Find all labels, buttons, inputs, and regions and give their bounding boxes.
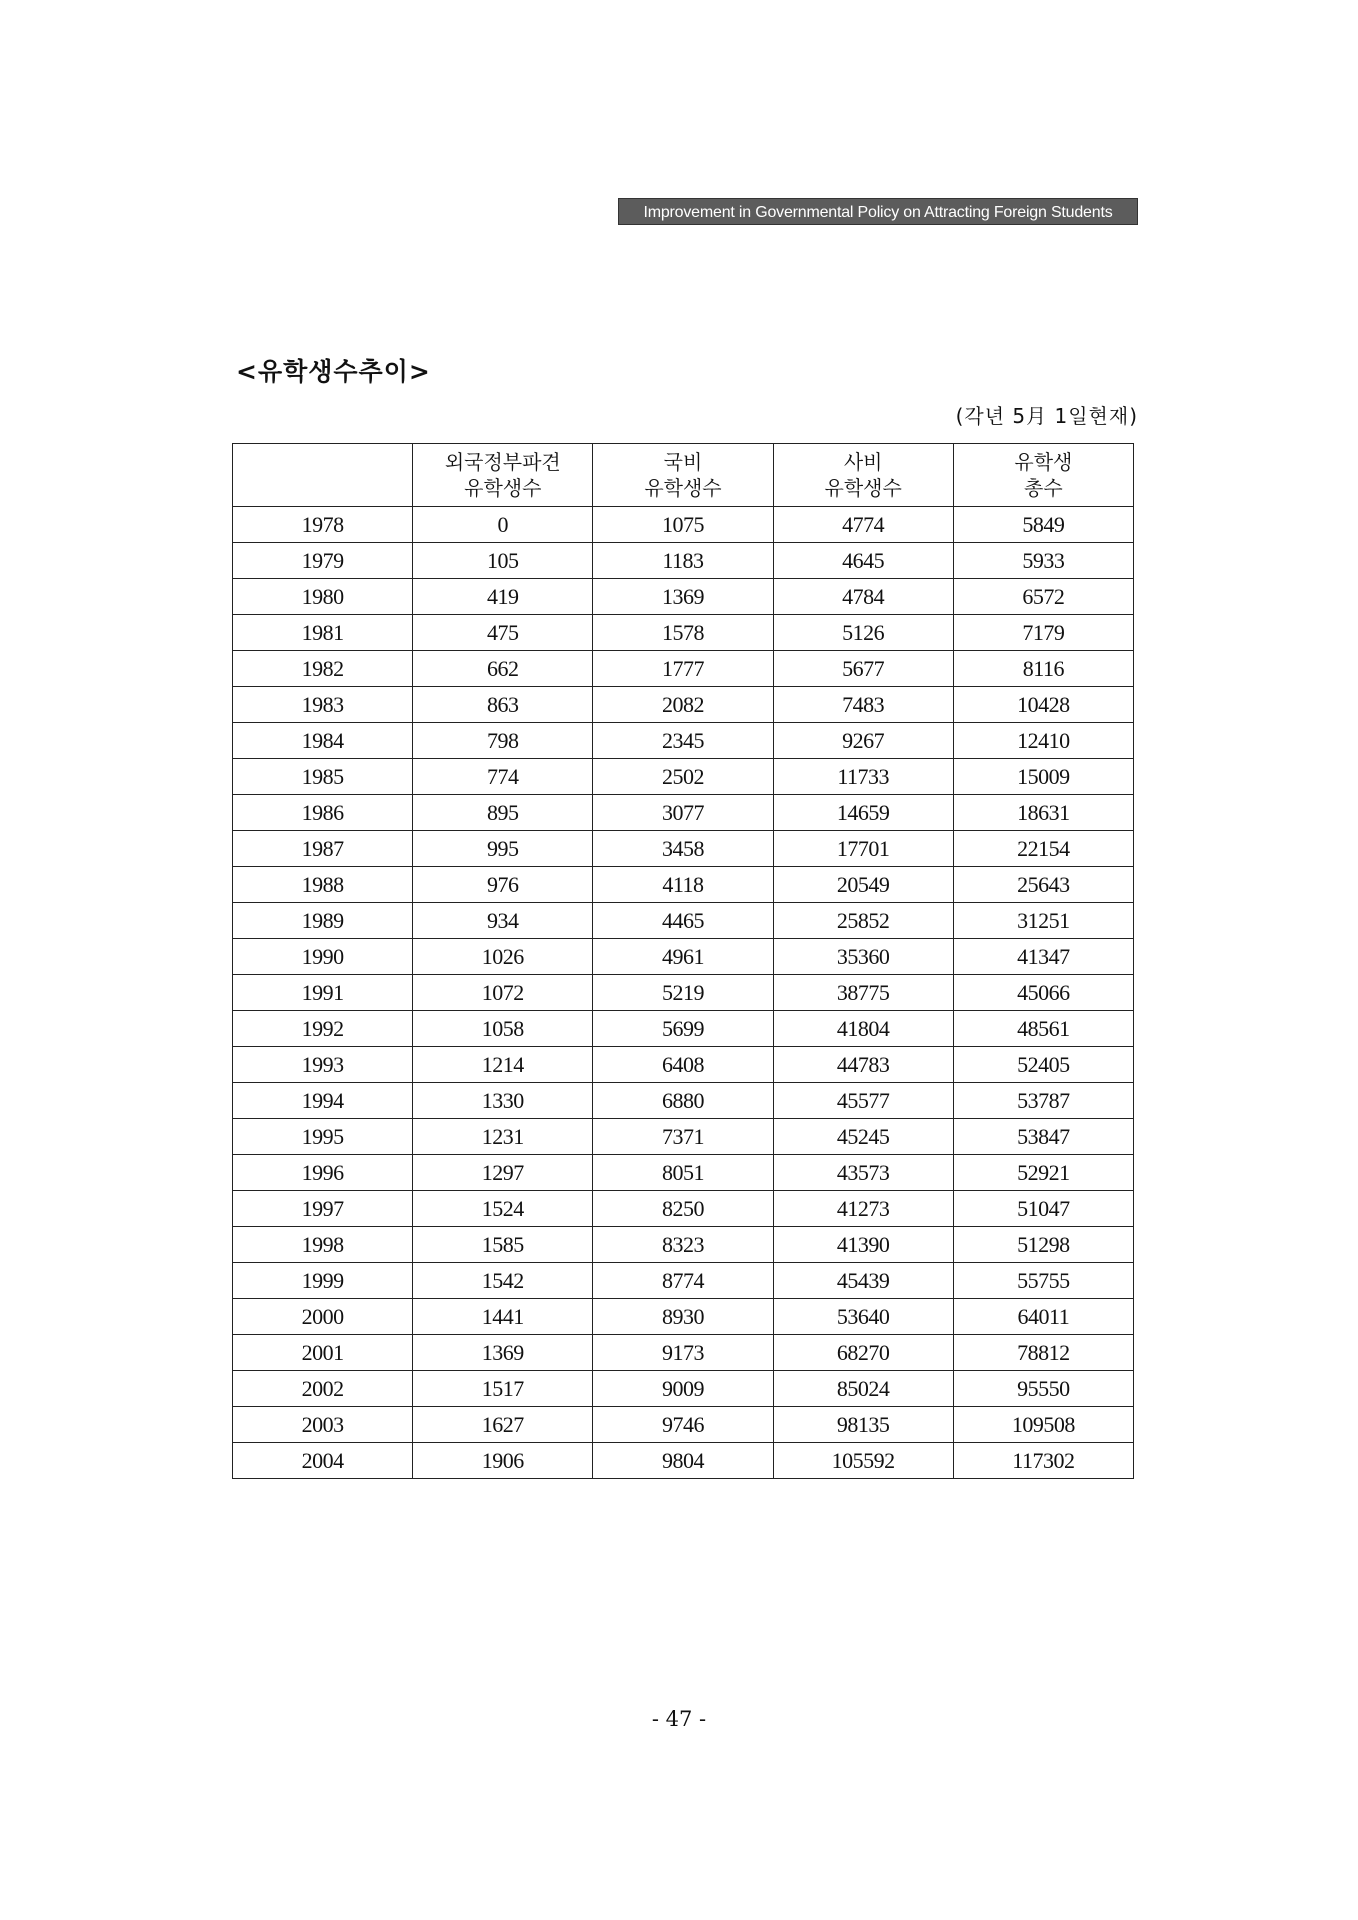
table-row [233, 1191, 1134, 1227]
count-cell: 0 [413, 507, 593, 543]
count-cell: 53847 [953, 1119, 1133, 1155]
count-cell: 2345 [593, 723, 773, 759]
table-row [233, 1263, 1134, 1299]
count-cell: 9173 [593, 1335, 773, 1371]
count-cell: 1297 [413, 1155, 593, 1191]
count-cell: 44783 [773, 1047, 953, 1083]
count-cell: 2502 [593, 759, 773, 795]
count-cell: 1231 [413, 1119, 593, 1155]
count-cell: 41273 [773, 1191, 953, 1227]
count-cell: 2082 [593, 687, 773, 723]
table-row [233, 939, 1134, 975]
count-cell: 5219 [593, 975, 773, 1011]
year-cell: 1992 [233, 1011, 413, 1047]
year-cell: 1997 [233, 1191, 413, 1227]
table-row [233, 1083, 1134, 1119]
running-header: Improvement in Governmental Policy on Attracting Foreign Students [618, 198, 1138, 225]
count-cell: 41347 [953, 939, 1133, 975]
count-cell: 6880 [593, 1083, 773, 1119]
column-header-line: 사비 [843, 450, 883, 474]
table-row [233, 1011, 1134, 1047]
count-cell: 1075 [593, 507, 773, 543]
count-cell: 35360 [773, 939, 953, 975]
table-row [233, 507, 1134, 543]
count-cell: 4118 [593, 867, 773, 903]
count-cell: 85024 [773, 1371, 953, 1407]
count-cell: 22154 [953, 831, 1133, 867]
count-cell: 1072 [413, 975, 593, 1011]
count-cell: 64011 [953, 1299, 1133, 1335]
count-cell: 934 [413, 903, 593, 939]
count-cell: 1330 [413, 1083, 593, 1119]
year-cell: 1996 [233, 1155, 413, 1191]
year-cell: 1983 [233, 687, 413, 723]
table-row [233, 1443, 1134, 1479]
count-cell: 8774 [593, 1263, 773, 1299]
count-cell: 95550 [953, 1371, 1133, 1407]
count-cell: 78812 [953, 1335, 1133, 1371]
count-cell: 17701 [773, 831, 953, 867]
page-number: - 47 - [651, 1707, 707, 1731]
count-cell: 1183 [593, 543, 773, 579]
date-note: (각년 5月 1일현재) [955, 404, 1138, 428]
table-row [233, 903, 1134, 939]
year-cell: 1990 [233, 939, 413, 975]
count-cell: 5933 [953, 543, 1133, 579]
count-cell: 995 [413, 831, 593, 867]
count-cell: 45439 [773, 1263, 953, 1299]
year-cell: 1993 [233, 1047, 413, 1083]
count-cell: 3077 [593, 795, 773, 831]
year-cell: 1987 [233, 831, 413, 867]
count-cell: 18631 [953, 795, 1133, 831]
count-cell: 10428 [953, 687, 1133, 723]
count-cell: 9746 [593, 1407, 773, 1443]
year-cell: 2000 [233, 1299, 413, 1335]
count-cell: 1058 [413, 1011, 593, 1047]
count-cell: 45577 [773, 1083, 953, 1119]
year-cell: 2002 [233, 1371, 413, 1407]
count-cell: 20549 [773, 867, 953, 903]
count-cell: 109508 [953, 1407, 1133, 1443]
count-cell: 11733 [773, 759, 953, 795]
count-cell: 976 [413, 867, 593, 903]
count-cell: 419 [413, 579, 593, 615]
count-cell: 774 [413, 759, 593, 795]
column-header [233, 444, 413, 507]
count-cell: 12410 [953, 723, 1133, 759]
table-body [233, 507, 1134, 1479]
count-cell: 7179 [953, 615, 1133, 651]
count-cell: 51298 [953, 1227, 1133, 1263]
count-cell: 45245 [773, 1119, 953, 1155]
table-row [233, 651, 1134, 687]
count-cell: 52921 [953, 1155, 1133, 1191]
count-cell: 1524 [413, 1191, 593, 1227]
count-cell: 1517 [413, 1371, 593, 1407]
table-row [233, 1119, 1134, 1155]
table-row [233, 831, 1134, 867]
table-row [233, 543, 1134, 579]
count-cell: 1026 [413, 939, 593, 975]
count-cell: 1906 [413, 1443, 593, 1479]
count-cell: 1441 [413, 1299, 593, 1335]
table-row [233, 687, 1134, 723]
year-cell: 1991 [233, 975, 413, 1011]
count-cell: 4961 [593, 939, 773, 975]
year-cell: 1985 [233, 759, 413, 795]
count-cell: 1369 [413, 1335, 593, 1371]
count-cell: 68270 [773, 1335, 953, 1371]
count-cell: 662 [413, 651, 593, 687]
count-cell: 15009 [953, 759, 1133, 795]
count-cell: 9267 [773, 723, 953, 759]
count-cell: 117302 [953, 1443, 1133, 1479]
count-cell: 6572 [953, 579, 1133, 615]
table-row [233, 1299, 1134, 1335]
count-cell: 895 [413, 795, 593, 831]
column-header-line: 유학생수 [464, 476, 542, 500]
count-cell: 8250 [593, 1191, 773, 1227]
column-header-line: 유학생수 [644, 476, 722, 500]
count-cell: 31251 [953, 903, 1133, 939]
count-cell: 1627 [413, 1407, 593, 1443]
table-row [233, 723, 1134, 759]
count-cell: 4465 [593, 903, 773, 939]
count-cell: 4645 [773, 543, 953, 579]
column-header-line: 국비 [663, 450, 703, 474]
column-header-line: 유학생 [1014, 450, 1073, 474]
year-cell: 1998 [233, 1227, 413, 1263]
count-cell: 1578 [593, 615, 773, 651]
table-row [233, 867, 1134, 903]
count-cell: 4784 [773, 579, 953, 615]
year-cell: 1988 [233, 867, 413, 903]
count-cell: 25643 [953, 867, 1133, 903]
count-cell: 863 [413, 687, 593, 723]
count-cell: 7483 [773, 687, 953, 723]
year-cell: 1981 [233, 615, 413, 651]
table-row [233, 1407, 1134, 1443]
count-cell: 38775 [773, 975, 953, 1011]
column-header [413, 444, 593, 507]
column-header-line: 총수 [1024, 476, 1063, 500]
year-cell: 2003 [233, 1407, 413, 1443]
count-cell: 45066 [953, 975, 1133, 1011]
year-cell: 1986 [233, 795, 413, 831]
count-cell: 41390 [773, 1227, 953, 1263]
year-cell: 1984 [233, 723, 413, 759]
count-cell: 6408 [593, 1047, 773, 1083]
table-row [233, 1047, 1134, 1083]
count-cell: 7371 [593, 1119, 773, 1155]
year-cell: 1994 [233, 1083, 413, 1119]
count-cell: 51047 [953, 1191, 1133, 1227]
count-cell: 5677 [773, 651, 953, 687]
column-header-line: 유학생수 [824, 476, 902, 500]
count-cell: 1369 [593, 579, 773, 615]
count-cell: 798 [413, 723, 593, 759]
count-cell: 105 [413, 543, 593, 579]
table-row [233, 795, 1134, 831]
count-cell: 105592 [773, 1443, 953, 1479]
count-cell: 41804 [773, 1011, 953, 1047]
table-row [233, 759, 1134, 795]
count-cell: 5126 [773, 615, 953, 651]
count-cell: 9804 [593, 1443, 773, 1479]
table-row [233, 1371, 1134, 1407]
year-cell: 1978 [233, 507, 413, 543]
count-cell: 475 [413, 615, 593, 651]
count-cell: 55755 [953, 1263, 1133, 1299]
table-row [233, 975, 1134, 1011]
count-cell: 14659 [773, 795, 953, 831]
year-cell: 1980 [233, 579, 413, 615]
table-row [233, 579, 1134, 615]
count-cell: 9009 [593, 1371, 773, 1407]
column-header [953, 444, 1133, 507]
year-cell: 1989 [233, 903, 413, 939]
table-row [233, 615, 1134, 651]
column-header [773, 444, 953, 507]
count-cell: 8323 [593, 1227, 773, 1263]
count-cell: 53640 [773, 1299, 953, 1335]
table-header-row [233, 444, 1134, 507]
count-cell: 3458 [593, 831, 773, 867]
count-cell: 1214 [413, 1047, 593, 1083]
table-row [233, 1335, 1134, 1371]
table-row [233, 1155, 1134, 1191]
year-cell: 1999 [233, 1263, 413, 1299]
student-count-table [232, 443, 1134, 1479]
count-cell: 98135 [773, 1407, 953, 1443]
year-cell: 1979 [233, 543, 413, 579]
count-cell: 1777 [593, 651, 773, 687]
count-cell: 43573 [773, 1155, 953, 1191]
count-cell: 8051 [593, 1155, 773, 1191]
year-cell: 1982 [233, 651, 413, 687]
count-cell: 8930 [593, 1299, 773, 1335]
column-header [593, 444, 773, 507]
table-row [233, 1227, 1134, 1263]
year-cell: 2004 [233, 1443, 413, 1479]
count-cell: 1585 [413, 1227, 593, 1263]
count-cell: 53787 [953, 1083, 1133, 1119]
count-cell: 5849 [953, 507, 1133, 543]
count-cell: 52405 [953, 1047, 1133, 1083]
year-cell: 1995 [233, 1119, 413, 1155]
count-cell: 8116 [953, 651, 1133, 687]
count-cell: 48561 [953, 1011, 1133, 1047]
column-header-line: 외국정부파견 [444, 450, 561, 474]
year-cell: 2001 [233, 1335, 413, 1371]
count-cell: 5699 [593, 1011, 773, 1047]
count-cell: 1542 [413, 1263, 593, 1299]
count-cell: 25852 [773, 903, 953, 939]
section-title: <유학생수추이> [236, 357, 431, 386]
count-cell: 4774 [773, 507, 953, 543]
